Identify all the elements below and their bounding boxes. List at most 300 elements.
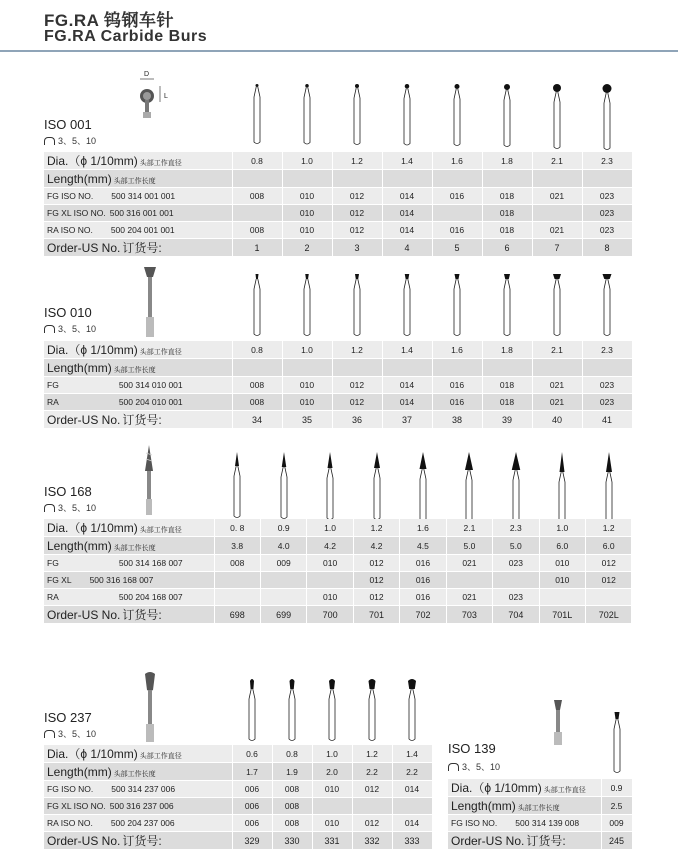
table-cell [582, 359, 632, 377]
table-cell: 2 [282, 239, 332, 257]
table-cell: 1.0 [282, 152, 332, 170]
table-cell [432, 170, 482, 188]
table-row [44, 763, 432, 781]
table-cell: 012 [332, 394, 382, 411]
row-label-sub: 头部工作直径 [139, 160, 182, 167]
table-cell: 3.8 [214, 537, 260, 555]
table-cell: 702 [400, 606, 446, 624]
table-cell: 41 [582, 411, 632, 429]
table-cell: 021 [532, 377, 582, 394]
table-cell: 016 [432, 222, 482, 239]
bur-outline-icon [404, 679, 420, 743]
table-cell: 0.9 [260, 519, 306, 537]
table-cell: 016 [432, 377, 482, 394]
table-cell: 4.2 [307, 537, 353, 555]
row-label-main: Length(mm) [47, 764, 112, 779]
table-cell [493, 572, 539, 589]
bur-outline-icon [508, 452, 524, 524]
table-cell [582, 170, 632, 188]
spec-table-iso-139 [448, 779, 633, 850]
tapered-fissure-bur-photo [141, 445, 157, 515]
table-cell [282, 359, 332, 377]
table-cell: 245 [601, 832, 632, 850]
table-cell: 38 [432, 411, 482, 429]
row-label [44, 555, 214, 572]
table-cell: 010 [307, 589, 353, 606]
table-row [44, 170, 632, 188]
table-cell [332, 359, 382, 377]
bur-outline-icon [249, 84, 265, 146]
table-cell: 012 [352, 815, 392, 832]
table-cell: 1.2 [586, 519, 632, 537]
table-cell: 012 [586, 572, 632, 589]
table-cell: 5.0 [446, 537, 492, 555]
row-label-main: RA ISO NO. [47, 225, 93, 235]
row-label-main: Length(mm) [47, 538, 112, 553]
table-cell: 008 [232, 394, 282, 411]
spec-table-iso-001 [44, 152, 633, 257]
table-cell: 016 [400, 589, 446, 606]
row-label-main: Order-US No. [451, 834, 525, 848]
table-cell: 023 [493, 555, 539, 572]
row-label [44, 798, 232, 815]
row-label [44, 763, 232, 781]
row-label-code: 500 316 168 007 [89, 575, 154, 585]
table-cell: 008 [272, 798, 312, 815]
bur-outline-icon [601, 452, 617, 526]
table-cell [446, 572, 492, 589]
table-cell: 1.6 [432, 152, 482, 170]
table-cell: 018 [482, 377, 532, 394]
table-cell: 700 [307, 606, 353, 624]
row-label-main: FG XL [47, 575, 72, 585]
table-row [44, 589, 632, 606]
table-cell: 2.5 [601, 797, 632, 815]
table-row [44, 411, 632, 429]
row-label-main: FG [47, 558, 59, 568]
table-cell: 40 [532, 411, 582, 429]
table-cell: 1.8 [482, 341, 532, 359]
table-cell: 010 [312, 781, 352, 798]
table-cell: 330 [272, 832, 312, 850]
table-cell [260, 572, 306, 589]
table-cell: 010 [539, 572, 585, 589]
table-cell [432, 205, 482, 222]
bur-outline-icon [499, 274, 515, 338]
table-cell: 0.6 [232, 745, 272, 763]
table-row [44, 222, 632, 239]
bur-outline-icon [461, 452, 477, 524]
bur-outline-icon [599, 274, 615, 338]
table-cell: 0.8 [272, 745, 312, 763]
table-cell: 021 [446, 589, 492, 606]
table-cell [232, 359, 282, 377]
table-cell: 023 [493, 589, 539, 606]
table-cell: 698 [214, 606, 260, 624]
pack-sizes: 3、5、10 [44, 501, 96, 514]
row-label [44, 815, 232, 832]
page-title-en: FG.RA Carbide Burs [44, 28, 208, 45]
row-label-code: 500 204 010 001 [118, 397, 183, 407]
title-divider [0, 50, 678, 52]
bur-outline-icon [276, 452, 292, 521]
table-cell: 2.3 [582, 341, 632, 359]
row-label [448, 779, 601, 797]
table-cell [482, 170, 532, 188]
table-cell: 1.2 [332, 152, 382, 170]
table-cell: 012 [332, 188, 382, 205]
table-cell: 6.0 [539, 537, 585, 555]
table-row [44, 781, 432, 798]
table-cell: 2.3 [582, 152, 632, 170]
table-cell: 012 [352, 781, 392, 798]
table-cell [432, 359, 482, 377]
table-cell: 3 [332, 239, 382, 257]
bur-outline-icon [549, 274, 565, 338]
table-cell: 023 [582, 188, 632, 205]
table-cell: 7 [532, 239, 582, 257]
bur-outline-icon [449, 84, 465, 148]
inverted-cone-bur-photo [140, 267, 160, 337]
spec-table-iso-010 [44, 341, 633, 429]
table-cell [312, 798, 352, 815]
svg-text:D: D [144, 71, 150, 78]
table-cell [332, 170, 382, 188]
table-cell: 012 [332, 205, 382, 222]
table-cell: 010 [539, 555, 585, 572]
bur-outline-icon [609, 712, 625, 775]
row-label [44, 606, 214, 624]
table-cell: 701 [353, 606, 399, 624]
table-row [44, 555, 632, 572]
table-cell: 0.8 [232, 341, 282, 359]
row-label-main: Dia.（ϕ 1/10mm) [47, 154, 138, 168]
row-label-main: FG XL ISO NO. [47, 801, 106, 811]
table-row [44, 188, 632, 205]
row-label-main: Order-US No. [47, 241, 121, 255]
table-cell: 2.1 [446, 519, 492, 537]
table-cell: 1.6 [400, 519, 446, 537]
table-row [44, 537, 632, 555]
table-cell: 5 [432, 239, 482, 257]
pear-bur-photo [140, 672, 160, 742]
table-cell: 014 [392, 781, 432, 798]
table-cell: 018 [482, 205, 532, 222]
bur-outline-icon [364, 679, 380, 743]
table-row [448, 832, 632, 850]
table-cell [382, 359, 432, 377]
table-cell: 703 [446, 606, 492, 624]
table-cell: 006 [232, 798, 272, 815]
table-cell: 4.2 [353, 537, 399, 555]
table-cell: 014 [382, 222, 432, 239]
row-label [44, 832, 232, 850]
table-cell: 010 [282, 377, 332, 394]
pack-icon [44, 730, 55, 738]
table-cell: 023 [582, 394, 632, 411]
table-cell [539, 589, 585, 606]
pack-sizes: 3、5、10 [44, 134, 96, 147]
table-cell: 008 [232, 188, 282, 205]
row-label-main: Length(mm) [451, 798, 516, 813]
table-cell: 006 [232, 815, 272, 832]
pack-sizes: 3、5、10 [44, 322, 96, 335]
row-label-code: 500 314 010 001 [118, 380, 183, 390]
bur-outline-icon [324, 679, 340, 743]
row-label-sub: 订货号: [122, 413, 162, 427]
table-row [44, 606, 632, 624]
table-cell: 4 [382, 239, 432, 257]
row-label-sub: 头部工作长度 [517, 804, 560, 812]
table-cell [260, 589, 306, 606]
row-label-code: 500 316 001 001 [109, 208, 174, 218]
table-cell: 023 [582, 222, 632, 239]
row-label-main: Order-US No. [47, 413, 121, 427]
table-cell: 012 [332, 377, 382, 394]
bur-outline-icon [284, 679, 300, 743]
row-label-main: FG ISO NO. [451, 818, 498, 828]
row-label-sub: 头部工作直径 [139, 753, 182, 760]
row-label-main: RA [47, 397, 59, 407]
row-label [44, 411, 232, 429]
table-row [44, 394, 632, 411]
row-label-main: RA [47, 592, 59, 602]
pack-sizes: 3、5、10 [44, 727, 96, 740]
row-label-sub: 订货号: [526, 834, 566, 848]
table-cell: 010 [282, 222, 332, 239]
table-cell: 702L [586, 606, 632, 624]
table-row [448, 779, 632, 797]
row-label-sub: 头部工作直径 [543, 787, 586, 794]
bur-outline-icon [554, 452, 570, 526]
row-label-sub: 订货号: [122, 608, 162, 622]
row-label-main: Order-US No. [47, 834, 121, 848]
table-cell: 014 [382, 205, 432, 222]
table-cell [282, 170, 332, 188]
table-cell: 2.2 [352, 763, 392, 781]
iso-code: ISO 168 [44, 484, 92, 499]
table-cell: 6.0 [586, 537, 632, 555]
table-cell: 009 [260, 555, 306, 572]
table-cell: 008 [214, 555, 260, 572]
table-cell [392, 798, 432, 815]
table-cell [532, 359, 582, 377]
pack-sizes: 3、5、10 [448, 760, 500, 773]
bur-outline-icon [369, 452, 385, 522]
row-label-code: 500 204 168 007 [118, 592, 183, 602]
straight-fissure-bur-photo [548, 700, 568, 745]
table-cell: 1.0 [307, 519, 353, 537]
round-bur-photo [136, 68, 176, 118]
table-cell: 34 [232, 411, 282, 429]
table-cell: 1.4 [382, 152, 432, 170]
spec-table-iso-237 [44, 745, 433, 850]
row-label-main: Dia.（ϕ 1/10mm) [47, 747, 138, 761]
table-cell: 010 [282, 188, 332, 205]
row-label [44, 519, 214, 537]
table-cell: 021 [532, 222, 582, 239]
row-label-sub: 头部工作长度 [113, 366, 156, 374]
table-cell: 2.1 [532, 152, 582, 170]
table-cell: 5.0 [493, 537, 539, 555]
row-label-sub: 订货号: [122, 834, 162, 848]
table-cell: 2.2 [392, 763, 432, 781]
row-label-main: FG ISO NO. [47, 191, 94, 201]
bur-outline-icon [299, 84, 315, 147]
bur-outline-icon [399, 84, 415, 148]
table-cell: 2.3 [493, 519, 539, 537]
row-label [448, 815, 601, 832]
iso-code: ISO 237 [44, 710, 92, 725]
table-row [44, 205, 632, 222]
bur-outline-icon [549, 84, 565, 151]
row-label [44, 222, 232, 239]
table-cell: 014 [392, 815, 432, 832]
table-cell: 1.6 [432, 341, 482, 359]
table-cell: 012 [586, 555, 632, 572]
row-label [44, 377, 232, 394]
table-cell: 014 [382, 377, 432, 394]
table-row [44, 832, 432, 850]
table-cell: 010 [282, 394, 332, 411]
table-cell: 332 [352, 832, 392, 850]
row-label [44, 239, 232, 257]
row-label-main: FG XL ISO NO. [47, 208, 106, 218]
row-label-main: Dia.（ϕ 1/10mm) [47, 521, 138, 535]
table-row [44, 152, 632, 170]
iso-code: ISO 010 [44, 305, 92, 320]
table-cell: 1.2 [353, 519, 399, 537]
bur-outline-icon [415, 452, 431, 523]
table-cell: 008 [272, 815, 312, 832]
table-cell: 016 [400, 572, 446, 589]
table-cell: 008 [232, 377, 282, 394]
table-cell: 006 [232, 781, 272, 798]
bur-outline-icon [229, 452, 245, 520]
table-cell: 016 [400, 555, 446, 572]
row-label [44, 781, 232, 798]
table-cell: 6 [482, 239, 532, 257]
table-row [448, 815, 632, 832]
bur-outline-icon [499, 84, 515, 149]
table-row [44, 798, 432, 815]
bur-outline-icon [249, 274, 265, 338]
row-label-sub: 头部工作长度 [113, 177, 156, 185]
spec-table-iso-168 [44, 519, 632, 624]
table-row [44, 377, 632, 394]
table-cell: 699 [260, 606, 306, 624]
row-label [44, 745, 232, 763]
table-cell: 36 [332, 411, 382, 429]
row-label [44, 394, 232, 411]
row-label-code: 500 316 237 006 [109, 801, 174, 811]
table-cell: 018 [482, 222, 532, 239]
row-label-code: 500 314 001 001 [111, 191, 176, 201]
row-label-main: RA ISO NO. [47, 818, 93, 828]
table-cell: 704 [493, 606, 539, 624]
row-label [44, 359, 232, 377]
table-cell [382, 170, 432, 188]
table-cell [532, 170, 582, 188]
row-label [44, 188, 232, 205]
iso-code: ISO 139 [448, 741, 496, 756]
table-cell: 329 [232, 832, 272, 850]
table-cell [232, 205, 282, 222]
pack-icon [44, 504, 55, 512]
table-row [44, 572, 632, 589]
table-cell [586, 589, 632, 606]
row-label-main: Length(mm) [47, 360, 112, 375]
pack-icon [448, 763, 459, 771]
row-label-code: 500 204 237 006 [110, 818, 175, 828]
table-row [44, 239, 632, 257]
row-label-code: 500 314 139 008 [515, 818, 580, 828]
page-title-cn: FG.RA 钨钢车针 [44, 11, 174, 30]
row-label [44, 205, 232, 222]
table-cell [214, 572, 260, 589]
pack-icon [44, 137, 55, 145]
table-cell: 009 [601, 815, 632, 832]
table-cell: 1.4 [382, 341, 432, 359]
row-label-code: 500 314 168 007 [118, 558, 183, 568]
table-cell: 018 [482, 188, 532, 205]
table-cell: 1 [232, 239, 282, 257]
row-label-sub: 头部工作直径 [139, 527, 182, 534]
bur-outline-icon [449, 274, 465, 338]
row-label-sub: 头部工作长度 [113, 770, 156, 778]
row-label-code: 500 204 001 001 [110, 225, 175, 235]
table-cell: 012 [353, 589, 399, 606]
row-label [44, 152, 232, 170]
table-cell: 2.0 [312, 763, 352, 781]
row-label-code: 500 314 237 006 [111, 784, 176, 794]
table-cell: 37 [382, 411, 432, 429]
table-cell: 4.5 [400, 537, 446, 555]
table-cell: 010 [312, 815, 352, 832]
table-cell: 1.0 [539, 519, 585, 537]
table-row [44, 519, 632, 537]
table-row [44, 341, 632, 359]
row-label-main: Order-US No. [47, 608, 121, 622]
row-label [448, 797, 601, 815]
row-label-main: Dia.（ϕ 1/10mm) [47, 343, 138, 357]
table-cell: 012 [353, 555, 399, 572]
table-cell: 333 [392, 832, 432, 850]
row-label [44, 572, 214, 589]
table-cell: 1.2 [352, 745, 392, 763]
row-label [44, 170, 232, 188]
row-label-sub: 头部工作直径 [139, 349, 182, 356]
row-label [44, 589, 214, 606]
table-cell: 2.1 [532, 341, 582, 359]
iso-code: ISO 001 [44, 117, 92, 132]
table-cell: 018 [482, 394, 532, 411]
table-cell: 016 [432, 394, 482, 411]
pack-icon [44, 325, 55, 333]
table-cell: 008 [232, 222, 282, 239]
table-cell: 008 [272, 781, 312, 798]
table-cell: 0.9 [601, 779, 632, 797]
table-cell: 1.9 [272, 763, 312, 781]
table-cell: 010 [307, 555, 353, 572]
table-cell: 701L [539, 606, 585, 624]
table-cell: 012 [332, 222, 382, 239]
row-label [448, 832, 601, 850]
bur-outline-icon [299, 274, 315, 338]
table-cell: 014 [382, 188, 432, 205]
row-label-main: Length(mm) [47, 171, 112, 186]
table-cell [214, 589, 260, 606]
